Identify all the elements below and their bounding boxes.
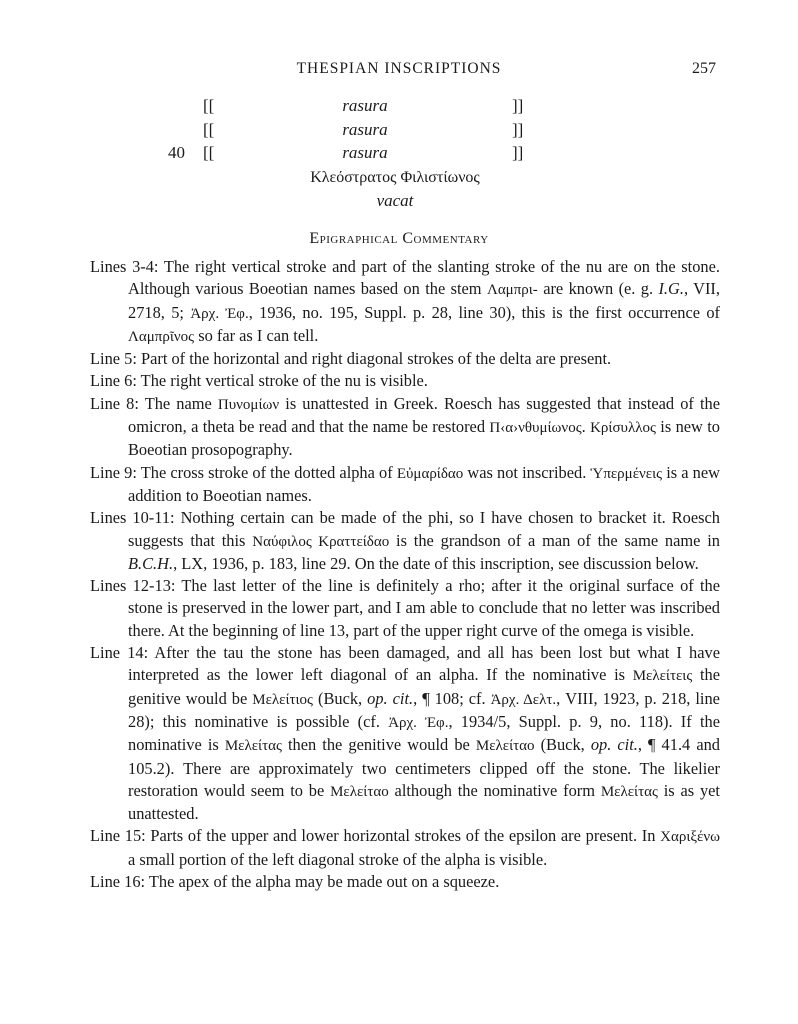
commentary-text: , VIII, 1923, p. 218, line 28); this nominative is possible (cf.	[128, 688, 720, 731]
inscription-text	[0, 95, 798, 215]
greek-term: Πυνομίων	[217, 396, 280, 413]
commentary-text: , 1936, no. 195, Suppl. p. 28, line 30), this is the first occurrence of	[248, 302, 721, 322]
commentary-entry-line-14	[90, 642, 720, 825]
greek-term: Μελείτεις	[632, 668, 693, 685]
commentary-text: the genitive would be	[128, 665, 720, 708]
commentary-entry-lines-3-4	[90, 256, 720, 348]
commentary-text: , ¶ 108; cf.	[413, 688, 491, 708]
commentary-text: Line 15: Parts of the upper and lower horizontal strokes of the epsilon are present. In	[90, 826, 661, 846]
commentary-entry-lines-10-11	[90, 507, 720, 575]
greek-term: Π‹α›νθυμίωνος	[489, 420, 582, 437]
commentary-entry-line-5	[90, 348, 720, 370]
commentary-entry-line-16	[90, 871, 720, 893]
inscription-line	[0, 119, 798, 141]
left-double-bracket: [[	[203, 120, 215, 139]
line-number: 40	[168, 143, 185, 162]
commentary-text: , 1934/5, Suppl. p. 9, no. 118). If the nominative is	[128, 711, 720, 755]
greek-term: Μελείτας	[600, 783, 658, 800]
commentary-text: Line 8: The name	[90, 393, 218, 413]
inscription-line	[0, 142, 798, 164]
commentary-entry-line-15	[90, 825, 720, 871]
greek-term: Ἀρχ. Δελτ.	[490, 691, 557, 708]
commentary-entry-line-6	[90, 370, 720, 392]
inscription-greek-line	[0, 167, 798, 189]
greek-term: Μελείτιος	[252, 691, 313, 708]
italic-citation: I.G.	[658, 279, 684, 299]
commentary-text: was not inscribed.	[463, 462, 591, 482]
greek-term: Λαμπρι-	[486, 282, 538, 299]
greek-term: Κρίσυλλος	[590, 420, 656, 437]
italic-citation: B.C.H.	[128, 553, 174, 573]
vacat-label: vacat	[376, 191, 414, 210]
greek-term: Ναύφιλος Κραττείδαο	[252, 533, 390, 550]
commentary-text: Line 9: The cross stroke of the dotted alpha of	[90, 462, 397, 482]
greek-term: Μελείταο	[330, 783, 389, 800]
commentary-text: so far as I can tell.	[194, 325, 319, 345]
commentary-text: is a new addition to Boeotian names.	[128, 462, 720, 505]
epigraphical-commentary	[90, 256, 720, 893]
commentary-text: Lines 12-13: The last letter of the line is definitely a rho; after it the original surface of the stone is preserved in the lower part, and I am able to conclude that no letter was inscribed there. At the beginning of line 13, part of the upper right curve of the omega is visible.	[90, 576, 720, 640]
rasura-label: rasura	[342, 143, 388, 162]
section-heading: Epigraphical Commentary	[309, 230, 489, 247]
commentary-text: (Buck,	[534, 735, 591, 755]
commentary-text: is the grandson of a man of the same name in	[389, 530, 720, 550]
commentary-text: Line 5: Part of the horizontal and right diagonal strokes of the delta are present.	[90, 349, 612, 369]
commentary-entry-lines-12-13	[90, 575, 720, 642]
italic-citation: op. cit.	[590, 735, 638, 755]
greek-name: Κλεόστρατος Φιλιστίωνος	[310, 169, 480, 186]
right-double-bracket: ]]	[512, 143, 524, 162]
greek-term: Μελείτας	[224, 738, 282, 755]
greek-term: Εὐμαρίδαο	[396, 465, 464, 482]
commentary-text: Lines 10-11: Nothing certain can be made of the phi, so I have chosen to bracket it. Roesch suggests that this	[90, 508, 720, 550]
running-title: THESPIAN INSCRIPTIONS	[296, 60, 502, 77]
commentary-text: .	[581, 417, 591, 437]
commentary-text: , LX, 1936, p. 183, line 29. On the date of this inscription, see discussion below.	[173, 553, 699, 573]
greek-term: Μελείταο	[475, 738, 535, 755]
italic-citation: op. cit.	[367, 688, 414, 708]
commentary-text: is unattested in Greek. Roesch has suggested that instead of the omicron, a theta be read and that the name be restored	[128, 393, 720, 437]
greek-term: Λαμπρῖνος	[128, 328, 195, 345]
greek-term: Ἀρχ. Ἐφ.	[190, 305, 249, 322]
commentary-text: Line 6: The right vertical stroke of the nu is visible.	[90, 371, 428, 391]
commentary-text: is as yet unattested.	[128, 780, 720, 824]
commentary-text: then the genitive would be	[281, 735, 476, 755]
commentary-text: , ¶ 41.4 and 105.2). There are approximately two centimeters clipped off the stone. The likelier restoration would seem to be	[128, 735, 720, 800]
left-double-bracket: [[	[203, 143, 215, 162]
commentary-text: although the nominative form	[388, 780, 601, 800]
rasura-label: rasura	[342, 120, 388, 139]
inscription-line	[0, 95, 798, 117]
inscription-vacat-line	[0, 190, 798, 212]
greek-term: Ἀρχ. Ἐφ.	[388, 714, 449, 731]
running-head	[0, 60, 798, 84]
commentary-text: (Buck,	[312, 688, 368, 708]
commentary-text: Line 16: The apex of the alpha may be made out on a squeeze.	[90, 872, 500, 892]
commentary-text: a small portion of the left diagonal stroke of the alpha is visible.	[128, 849, 548, 869]
rasura-label: rasura	[342, 96, 388, 115]
left-double-bracket: [[	[203, 96, 215, 115]
commentary-text: are known (e. g.	[537, 279, 659, 299]
commentary-text: , VII, 2718, 5;	[128, 279, 720, 322]
commentary-text: is new to Boeotian prosopography.	[128, 417, 720, 460]
greek-term: Χαριξένω	[660, 829, 720, 846]
right-double-bracket: ]]	[512, 120, 524, 139]
commentary-text: Line 14: After the tau the stone has been damaged, and all has been lost but what I have interpreted as the lower left diagonal of an alpha. If the nominative is	[90, 643, 720, 685]
page-number: 257	[692, 60, 716, 77]
greek-term: Ὑπερμένεις	[590, 465, 663, 482]
commentary-entry-line-9	[90, 462, 720, 508]
right-double-bracket: ]]	[512, 96, 524, 115]
commentary-entry-line-8	[90, 393, 720, 462]
commentary-text: Lines 3-4: The right vertical stroke and part of the slanting stroke of the nu are on the stone. Although various Boeotian names based on the stem	[90, 257, 720, 299]
